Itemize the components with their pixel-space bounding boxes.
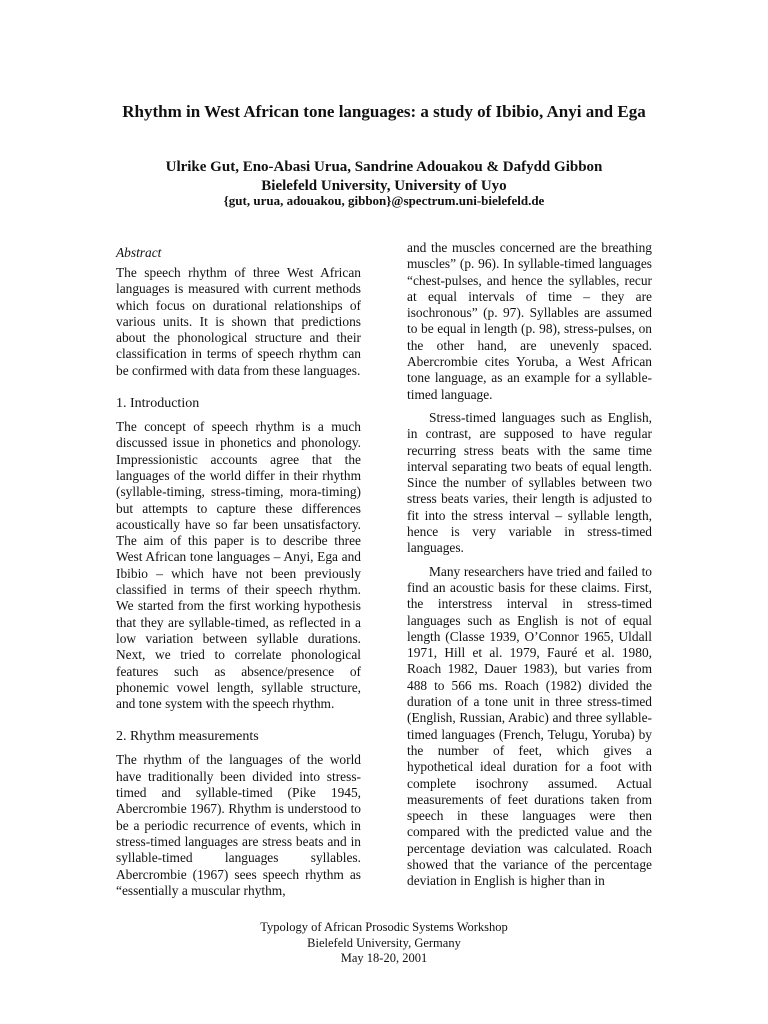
page-footer — [200, 920, 568, 967]
paper-title: Rhythm in West African tone languages: a study of Ibibio, Anyi and Ega — [122, 102, 646, 121]
author-list: Ulrike Gut, Eno-Abasi Urua, Sandrine Adouakou & Dafydd Gibbon — [165, 159, 603, 175]
section-heading-introduction: 1. Introduction — [116, 396, 200, 412]
body-paragraph: Stress-timed languages such as English, in contrast, are supposed to have regular recurring stress beats with the same time interval separating two beats of equal length. Since the number of syllables between two stress beats varies, their length is adjusted to fit into the stress interval – syllable length, hence is very variable in stress-timed languages. — [407, 409, 652, 556]
section-heading-rhythm-measurements: 2. Rhythm measurements — [116, 729, 259, 745]
abstract-heading: Abstract — [116, 245, 162, 260]
right-column — [407, 240, 652, 890]
author-emails: {gut, urua, adouakou, gibbon}@spectrum.uni-bielefeld.de — [223, 193, 545, 208]
footer-date-line: May 18-20, 2001 — [340, 951, 428, 965]
body-paragraph: and the muscles concerned are the breathing muscles” (p. 96). In syllable-timed languages “chest-pulses, and hence the syllables, recur at equal intervals of time – they are isochronous” (p. 97). Syllables are assumed to be equal in length (p. 98), stress-pulses, on the other hand, are unevenly spaced. Abercrombie cites Yoruba, a West African tone language, as an example for a syllable-timed language. — [407, 240, 652, 402]
abstract-text: The speech rhythm of three West African languages is measured with current methods which focus on durational relationships of various units. It is shown that predictions about the phonological structure and their classification in terms of speech rhythm can be confirmed with data from these languages. — [116, 265, 361, 378]
affiliation: Bielefeld University, University of Uyo — [261, 178, 507, 194]
rhythm-measurements-paragraph: The rhythm of the languages of the world have traditionally been divided into stress-timed and syllable-timed (Pike 1945, Abercrombie 1967). Rhythm is understood to be a periodic recurrence of events, which in stress-timed languages are stress beats and in syllable-timed languages syllables. Abercrombie (1967) sees speech rhythm as “essentially a muscular rhythm, — [116, 752, 361, 898]
introduction-paragraph: The concept of speech rhythm is a much discussed issue in phonetics and phonology. Impressionistic accounts agree that the languages of the world differ in their rhythm (syllable-timing, stress-timing, mora-timing) but attempts to capture these differences acoustically have so far been unsatisfactory. The aim of this paper is to describe three West African tone languages – Anyi, Ega and Ibibio – which have not been previously classified in terms of their speech rhythm. We started from the first working hypothesis that they are syllable-timed, as reflected in a low variation between syllable durations. Next, we tried to correlate phonological features such as absence/presence of phonemic vowel length, syllable structure, and tone system with the speech rhythm. — [116, 419, 361, 712]
footer-location-line: Bielefeld University, Germany — [307, 935, 461, 950]
footer-workshop-line: Typology of African Prosodic Systems Workshop — [260, 920, 508, 934]
body-paragraph: Many researchers have tried and failed to find an acoustic basis for these claims. First, the interstress interval in stress-timed languages such as English is not of equal length (Classe 1939, O’Connor 1965, Uldall 1971, Hill et al. 1979, Fauré et al. 1980, Roach 1982, Dauer 1983), but varies from 488 to 566 ms. Roach (1982) divided the duration of a tone unit in three stress-timed (English, Russian, Arabic) and three syllable-timed languages (French, Telugu, Yoruba) by the number of feet, which gives a hypothetical ideal duration for a foot with complete isochrony assumed. Actual measurements of feet durations taken from speech in these languages were then compared with the predicted value and the percentage deviation was calculated. Roach showed that the variance of the percentage deviation in English is higher than in — [407, 563, 652, 889]
left-column — [116, 240, 361, 899]
